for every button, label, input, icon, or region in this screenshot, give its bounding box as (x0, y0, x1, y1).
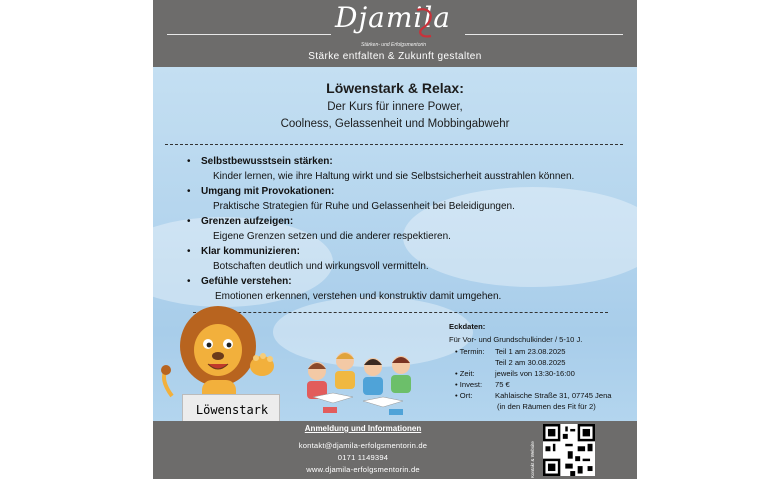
bullet-heading: • Umgang mit Provokationen: (187, 186, 335, 197)
bullet-text: Praktische Strategien für Ruhe und Gelassenheit bei Beleidigungen. (213, 201, 515, 212)
course-subtitle-line2: Coolness, Gelassenheit und Mobbingabwehr (280, 118, 510, 130)
qr-side-label: Kontakt & Website (530, 441, 535, 478)
eckdaten-ort-2: (in den Räumen des Fit für 2) (497, 402, 596, 411)
contact-website[interactable]: www.djamila-erfolgsmentorin.de (306, 465, 420, 474)
bullet-heading: • Gefühle verstehen: (187, 276, 292, 287)
eckdaten-termin-1: Teil 1 am 23.08.2025 (495, 347, 566, 356)
eckdaten-termin-label: • Termin: (455, 347, 485, 356)
bullet-text: Eigene Grenzen setzen und die anderer respektieren. (213, 231, 451, 242)
header-divider-right (465, 34, 623, 35)
contact-phone[interactable]: 0171 1149394 (337, 453, 389, 462)
qr-code[interactable] (543, 424, 595, 476)
tagline: Stärke entfalten & Zukunft gestalten (308, 51, 482, 62)
bullet-heading: • Selbstbewusstsein stärken: (187, 156, 333, 167)
logo: Djamila (335, 1, 451, 34)
eckdaten-heading: Eckdaten: (449, 322, 486, 331)
bullet-text: Emotionen erkennen, verstehen und konstruktiv damit umgehen. (215, 291, 502, 302)
bullet-text: Botschaften deutlich und wirkungsvoll vermitteln. (213, 261, 429, 272)
logo-subtitle: Stärken- und Erfolgsmentorin (361, 42, 427, 48)
header-divider-left (167, 34, 331, 35)
registration-heading: Anmeldung und Informationen (304, 424, 422, 433)
course-subtitle-line1: Der Kurs für innere Power, (327, 101, 463, 113)
course-title: Löwenstark & Relax: (326, 80, 464, 96)
contact-email[interactable]: kontakt@djamila-erfolgsmentorin.de (298, 441, 428, 450)
header-bar (153, 0, 637, 67)
sign-word-loewenstark: Löwenstark (195, 403, 269, 417)
eckdaten-zeit-label: • Zeit: (455, 369, 475, 378)
eckdaten-invest-label: • Invest: (455, 380, 483, 389)
eckdaten-zeit: jeweils von 13:30-16:00 (495, 369, 575, 378)
dashed-divider (165, 144, 623, 145)
bullet-text: Kinder lernen, wie ihre Haltung wirkt und sie Selbstsicherheit ausstrahlen können. (213, 171, 575, 182)
course-flyer (153, 0, 637, 479)
bullet-heading: • Klar kommunizieren: (187, 246, 300, 257)
bullet-heading: • Grenzen aufzeigen: (187, 216, 294, 227)
eckdaten-ort-label: • Ort: (455, 391, 473, 400)
eckdaten-termin-2: Teil 2 am 30.08.2025 (495, 358, 566, 367)
logo-swirl-icon (411, 6, 439, 42)
children-reading-illustration (293, 349, 423, 419)
eckdaten-ort-1: Kahlaische Straße 31, 07745 Jena (495, 391, 612, 400)
eckdaten-audience: Für Vor- und Grundschulkinder / 5-10 J. (449, 335, 583, 344)
eckdaten-invest: 75 € (495, 380, 510, 389)
